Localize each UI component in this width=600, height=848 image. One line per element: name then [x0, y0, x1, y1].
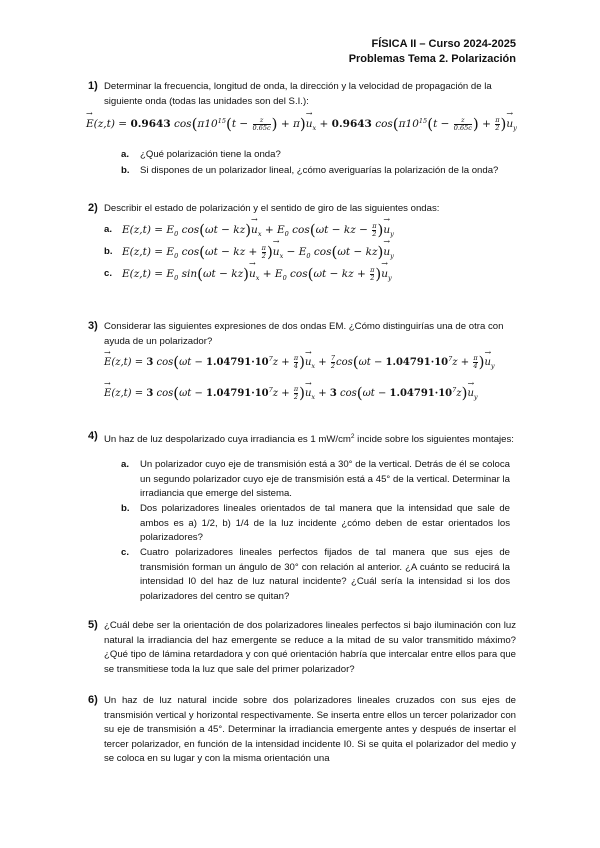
problem-4c-label: c.	[121, 547, 130, 558]
problem-2a-equation: $E(z,t) = E_0$ $\cos(\omega t - kz)\to u_x + E_0$ cos(ωt − kz − $\frac{\pi}{2}$ )→ $u_y$	[122, 221, 394, 239]
problem-4-number: 4)	[88, 430, 98, 442]
problem-2a-label: a.	[104, 224, 113, 235]
problem-5-text: ¿Cuál debe ser la orientación de dos polarizadores lineales perfectos si bajo iluminación con luz natural la irradiancia del haz emergente se reduce a la mitad de su valor transmitido máximo? ¿Qué tipo de lámina retardadora y con qué orientación habría que intercalar entre ellos para que se transmitiese toda la luz que sale del primer polarizador?	[104, 620, 516, 675]
problem-2b-equation: $E(z,t) = E_0$ cos(ωt − kz + $\frac{\pi}{2}$ )→ $u_x - E_0$ $\cos(\omega t - kz)\to u_y$	[122, 243, 394, 261]
problem-1a-label: a.	[121, 149, 130, 160]
problem-4b-label: b.	[121, 503, 130, 514]
sheet-title: Problemas Tema 2. Polarización	[348, 53, 516, 65]
problem-4-text: Un haz de luz despolarizado cuya irradiancia es 1 $mW/cm^2$ incide sobre los siguientes montajes:	[104, 433, 514, 445]
problem-6-number: 6)	[88, 694, 98, 706]
problem-6-text: Un haz de luz natural incide sobre dos polarizadores lineales cruzados con sus ejes de transmisión vertical y horizontal respectivamente. Se inserta entre ellos un tercer polarizador con su eje de transmisión a 45°. Determinar la irradiancia emergente antes y después de insertar el tercer polarizador, en función de la intensidad incidente I0. Si se quita el polarizador del medio y se coloca en su lugar y con la misma orientación una	[104, 695, 516, 764]
problem-2-number: 2)	[88, 202, 98, 214]
problem-2-text: Describir el estado de polarización y el sentido de giro de las siguientes ondas:	[104, 203, 440, 214]
problem-1-number: 1)	[88, 80, 98, 92]
problem-1-text: Determinar la frecuencia, longitud de onda, la dirección y la velocidad de propagación de la siguiente onda (todas las unidades son del S.I.):	[104, 81, 492, 107]
problem-3-number: 3)	[88, 320, 98, 332]
course-title: FÍSICA II – Curso 2024-2025	[371, 38, 516, 50]
problem-1-equation: → E(z,t) = 0.9643 $\cos(\pi 10^{15}(t$ − $\frac{z}{0.65c}$ ) + $\pi)\to u_x + 0.9643$ $\cos(\pi 10^{15}(t$ − $\frac{z}{0.65c}$ ) + $\frac{\pi}{2}$ )→ $u_y$	[86, 115, 517, 133]
problem-3-equation-2: → E(z,t) = 3 $\cos(\omega t - 1.04791\cdot 10^7z$ + $\frac{\pi}{2}$ )→ $u_x + 3$ $\cos(\omega t - 1.04791\cdot 10^7z)\to u_y$	[104, 384, 478, 402]
problem-4b-text: Dos polarizadores lineales orientados de tal manera que la intensidad que sale de ambos es a) 1/2, b) 1/4 de la luz incidente ¿cómo deben de estar orientados los polarizadores?	[140, 503, 510, 543]
problem-1b-text: Si dispones de un polarizador lineal, ¿cómo averiguarías la polarización de la onda?	[140, 165, 499, 176]
problem-4a-text: Un polarizador cuyo eje de transmisión está a 30° de la vertical. Detrás de él se coloca un segundo polarizador cuyo eje de transmisión está a 45° de la vertical. Determinar la irradiancia que emerge del sistema.	[140, 459, 510, 499]
problem-3-equation-1: → E(z,t) = 3 $\cos(\omega t - 1.04791\cdot 10^7z$ + $\frac{\pi}{4}$ )→ $u_x$ + $\frac{7}{2}$ $\cos(\omega t - 1.04791\cdot 10^7z$ + $\frac{\pi}{4}$ )→ $u_y$	[104, 353, 495, 371]
problem-3-text: Considerar las siguientes expresiones de dos ondas EM. ¿Cómo distinguirías una de otra con ayuda de un polarizador?	[104, 321, 504, 347]
problem-2b-label: b.	[104, 246, 113, 257]
problem-5-number: 5)	[88, 619, 98, 631]
problem-1b-label: b.	[121, 165, 130, 176]
problem-4c-text: Cuatro polarizadores lineales perfectos fijados de tal manera que sus ejes de transmisión forman un ángulo de 30° con relación al anterior. ¿A cuánto se reducirá la intensidad I0 del haz de luz natural incidente? ¿Cuál sería la intensidad si los dos polarizadores del centro se quitan?	[140, 547, 510, 602]
problem-2c-label: c.	[104, 268, 113, 279]
problem-1a-text: ¿Qué polarización tiene la onda?	[140, 149, 281, 160]
problem-4a-label: a.	[121, 459, 130, 470]
problem-2c-equation: $E(z,t) = E_0$ $\sin(\omega t - kz)\to u_x + E_0$ cos(ωt − kz + $\frac{\pi}{2}$ )→ $u_y$	[122, 265, 392, 283]
